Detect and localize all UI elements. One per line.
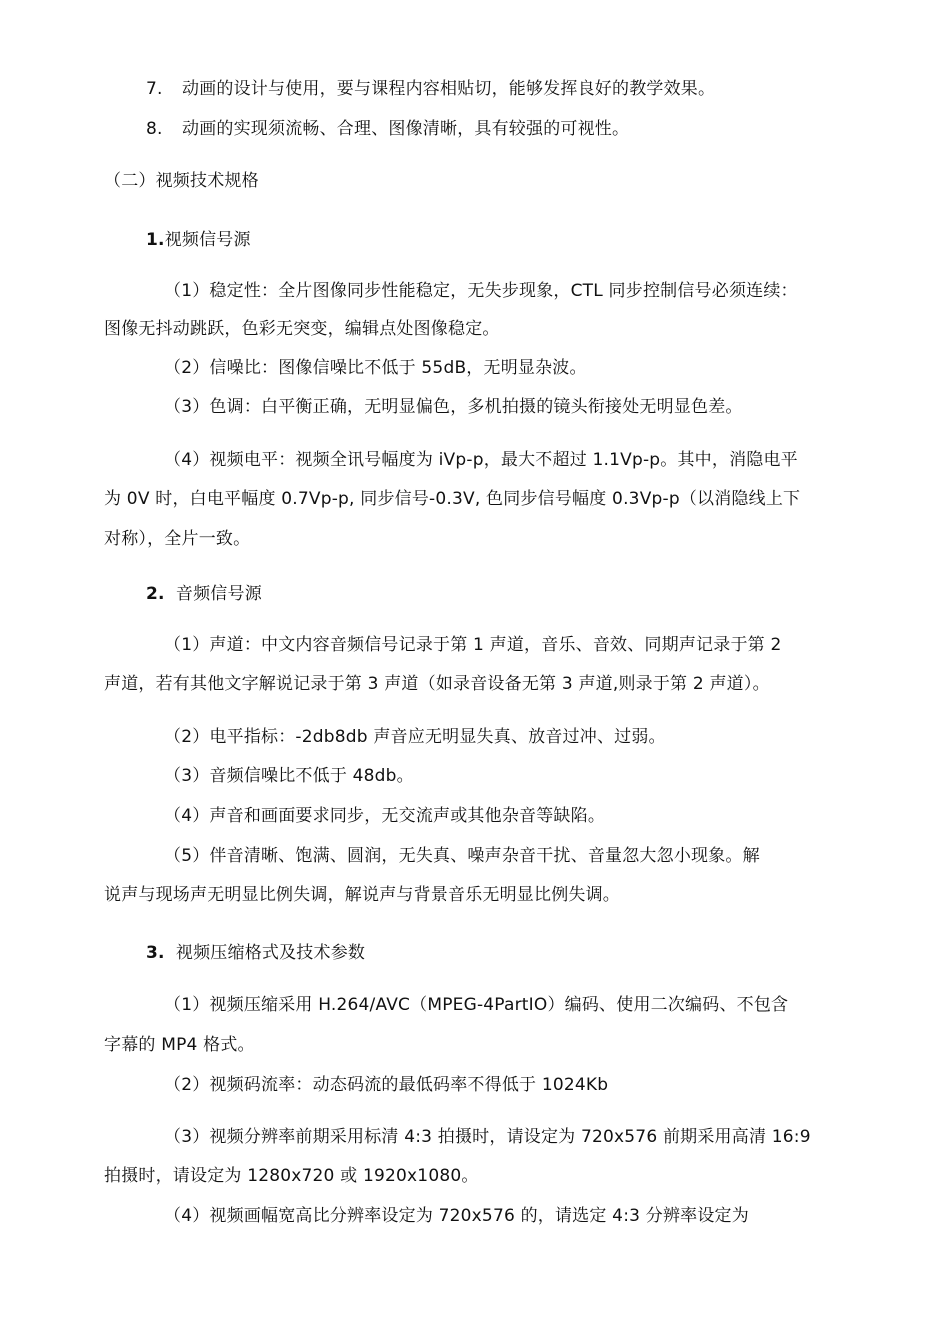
subsection-heading-video-signal [146, 229, 251, 251]
subsection-title: 视频信号源 [164, 230, 251, 250]
list-item-8 [146, 118, 629, 140]
paragraph-line: （1）稳定性：全片图像同步性能稳定，无失步现象，CTL 同步控制信号必须连续： [164, 281, 798, 301]
list-item-7 [146, 78, 715, 100]
list-text: 动画的设计与使用，要与课程内容相贴切，能够发挥良好的教学效果。 [182, 79, 716, 99]
paragraph-line: 对称），全片一致。 [104, 529, 251, 549]
subsection-number: 3. [146, 943, 165, 963]
paragraph-line: 字幕的 MP4 格式。 [104, 1035, 255, 1055]
paragraph-line: （1）视频压缩采用 H.264/AVC（MPEG-4PartIO）编码、使用二次编码、不包含 [164, 995, 789, 1015]
subsection-number: 2. [146, 584, 165, 604]
subsection-title: 视频压缩格式及技术参数 [175, 943, 366, 963]
subsection-title: 音频信号源 [175, 584, 262, 604]
paragraph-line: （2）电平指标：-2db8db 声音应无明显失真、放音过冲、过弱。 [164, 727, 666, 747]
paragraph-line: 拍摄时，请设定为 1280x720 或 1920x1080。 [104, 1166, 479, 1186]
subsection-heading-video-compression [146, 942, 365, 964]
subsection-heading-audio-signal [146, 583, 262, 605]
paragraph-line: （2）信噪比：图像信噪比不低于 55dB，无明显杂波。 [164, 358, 587, 378]
paragraph-line: （2）视频码流率：动态码流的最低码率不得低于 1024Kb [164, 1075, 609, 1095]
paragraph-line: 声道，若有其他文字解说记录于第 3 声道（如录音设备无第 3 声道,则录于第 2 声道）。 [104, 674, 770, 694]
paragraph-line: （3）视频分辨率前期采用标清 4:3 拍摄时，请设定为 720x576 前期采用高清 16:9 [164, 1127, 811, 1147]
paragraph-line: （3）音频信噪比不低于 48db。 [164, 766, 414, 786]
paragraph-line: （4）视频电平：视频全讯号幅度为 iVp-p，最大不超过 1.1Vp-p。其中，消隐电平 [164, 450, 798, 470]
paragraph-line: 图像无抖动跳跃，色彩无突变，编辑点处图像稳定。 [104, 319, 500, 339]
subsection-number: 1. [146, 230, 165, 250]
section-heading: （二）视频技术规格 [104, 171, 259, 191]
list-text: 动画的实现须流畅、合理、图像清晰，具有较强的可视性。 [182, 119, 630, 139]
list-number: 8. [146, 119, 163, 139]
paragraph-line: （1）声道：中文内容音频信号记录于第 1 声道，音乐、音效、同期声记录于第 2 [164, 635, 782, 655]
paragraph-line: （4）声音和画面要求同步，无交流声或其他杂音等缺陷。 [164, 806, 606, 826]
paragraph-line: （5）伴音清晰、饱满、圆润，无失真、噪声杂音干扰、音量忽大忽小现象。解 [164, 846, 760, 866]
paragraph-line: 说声与现场声无明显比例失调，解说声与背景音乐无明显比例失调。 [104, 885, 620, 905]
paragraph-line: （4）视频画幅宽高比分辨率设定为 720x576 的，请选定 4:3 分辨率设定为 [164, 1206, 749, 1226]
paragraph-line: （3）色调：白平衡正确，无明显偏色，多机拍摄的镜头衔接处无明显色差。 [164, 397, 743, 417]
paragraph-line: 为 0V 时，白电平幅度 0.7Vp-p, 同步信号-0.3V, 色同步信号幅度 0.3Vp-p（以消隐线上下 [104, 489, 801, 509]
list-number: 7. [146, 79, 163, 99]
